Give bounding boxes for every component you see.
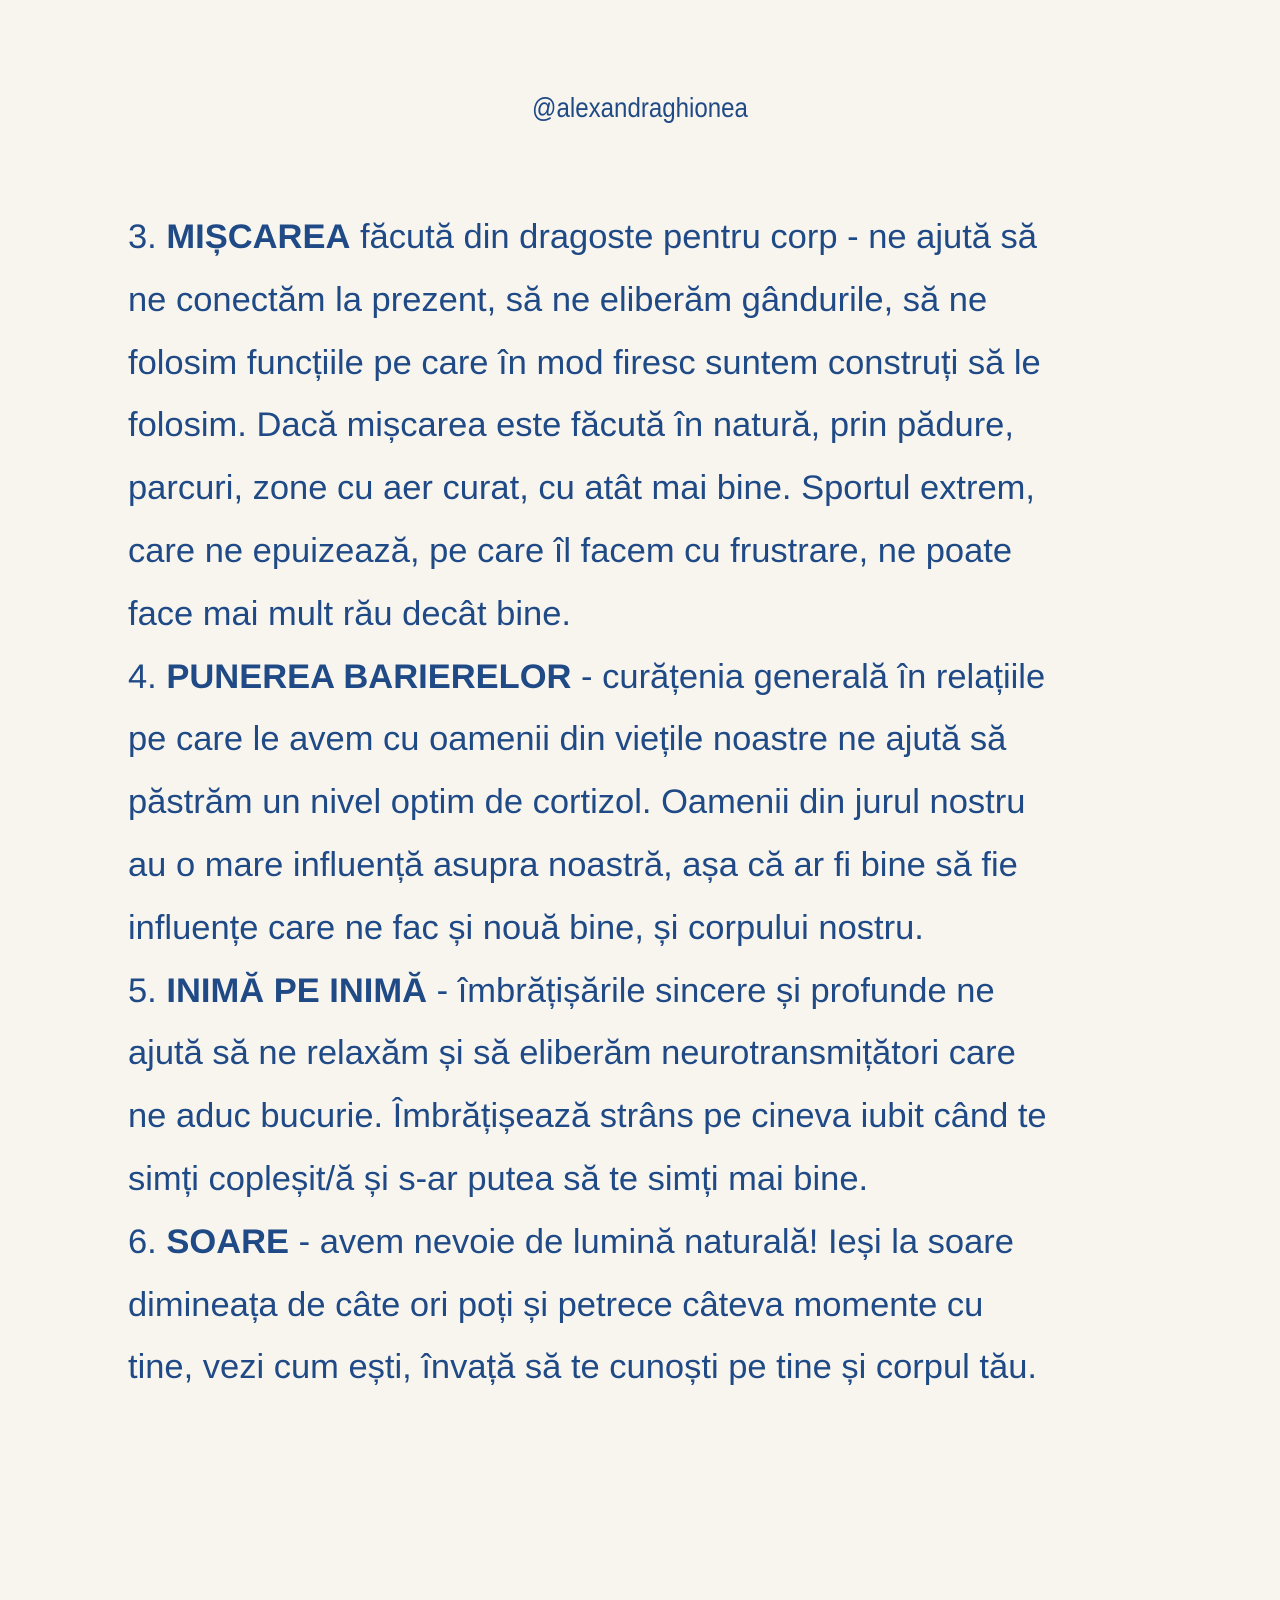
section-first-line xyxy=(128,1211,1158,1274)
section-punerea-barierelor xyxy=(128,646,1158,960)
section-miscarea xyxy=(128,206,1158,646)
text-line: folosim funcțiile pe care în mod firesc suntem construți să le xyxy=(128,343,1041,382)
section-number: 4. xyxy=(128,657,157,696)
section-first-line xyxy=(128,646,1158,709)
section-first-line xyxy=(128,960,1158,1023)
section-number: 5. xyxy=(128,971,157,1010)
text-line: face mai mult rău decât bine. xyxy=(128,594,571,633)
text-line: au o mare influență asupra noastră, așa că ar fi bine să fie xyxy=(128,845,1018,884)
text-line: influențe care ne fac și nouă bine, și corpului nostru. xyxy=(128,908,924,947)
text-line: care ne epuizează, pe care îl facem cu frustrare, ne poate xyxy=(128,531,1013,570)
section-number: 6. xyxy=(128,1222,157,1261)
text-line: folosim. Dacă mișcarea este făcută în natură, prin pădure, xyxy=(128,406,1014,445)
section-inima-pe-inima xyxy=(128,960,1158,1211)
text-line: - îmbrățișările sincere și profunde ne xyxy=(427,971,995,1010)
section-title: PUNEREA BARIERELOR xyxy=(166,657,572,696)
section-title: SOARE xyxy=(166,1222,290,1261)
text-line: parcuri, zone cu aer curat, cu atât mai bine. Sportul extrem, xyxy=(128,469,1036,508)
text-line: ne aduc bucurie. Îmbrățișează strâns pe cineva iubit când te xyxy=(128,1097,1047,1136)
text-line: ajută să ne relaxăm și să eliberăm neurotransmițători care xyxy=(128,1034,1016,1073)
section-first-line xyxy=(128,206,1158,269)
text-line: dimineața de câte ori poți și petrece câteva momente cu xyxy=(128,1285,984,1324)
text-line: - avem nevoie de lumină naturală! Ieși la soare xyxy=(289,1222,1014,1261)
text-line: făcută din dragoste pentru corp - ne ajută să xyxy=(350,218,1037,256)
article-body xyxy=(128,206,1158,1399)
text-line: pe care le avem cu oamenii din viețile noastre ne ajută să xyxy=(128,720,1007,759)
section-title: INIMĂ PE INIMĂ xyxy=(166,971,428,1010)
text-line: simți copleșit/ă și s-ar putea să te simți mai bine. xyxy=(128,1159,869,1198)
text-line: ne conectăm la prezent, să ne eliberăm gândurile, să ne xyxy=(128,280,988,319)
text-line: - curățenia generală în relațiile xyxy=(571,657,1046,696)
section-number: 3. xyxy=(128,218,157,256)
section-soare xyxy=(128,1211,1158,1399)
text-line: tine, vezi cum ești, învață să te cunoști pe tine și corpul tău. xyxy=(128,1348,1037,1387)
author-handle: @alexandraghionea xyxy=(532,92,748,123)
section-title: MIȘCAREA xyxy=(166,218,351,256)
text-line: păstrăm un nivel optim de cortizol. Oamenii din jurul nostru xyxy=(128,783,1026,822)
